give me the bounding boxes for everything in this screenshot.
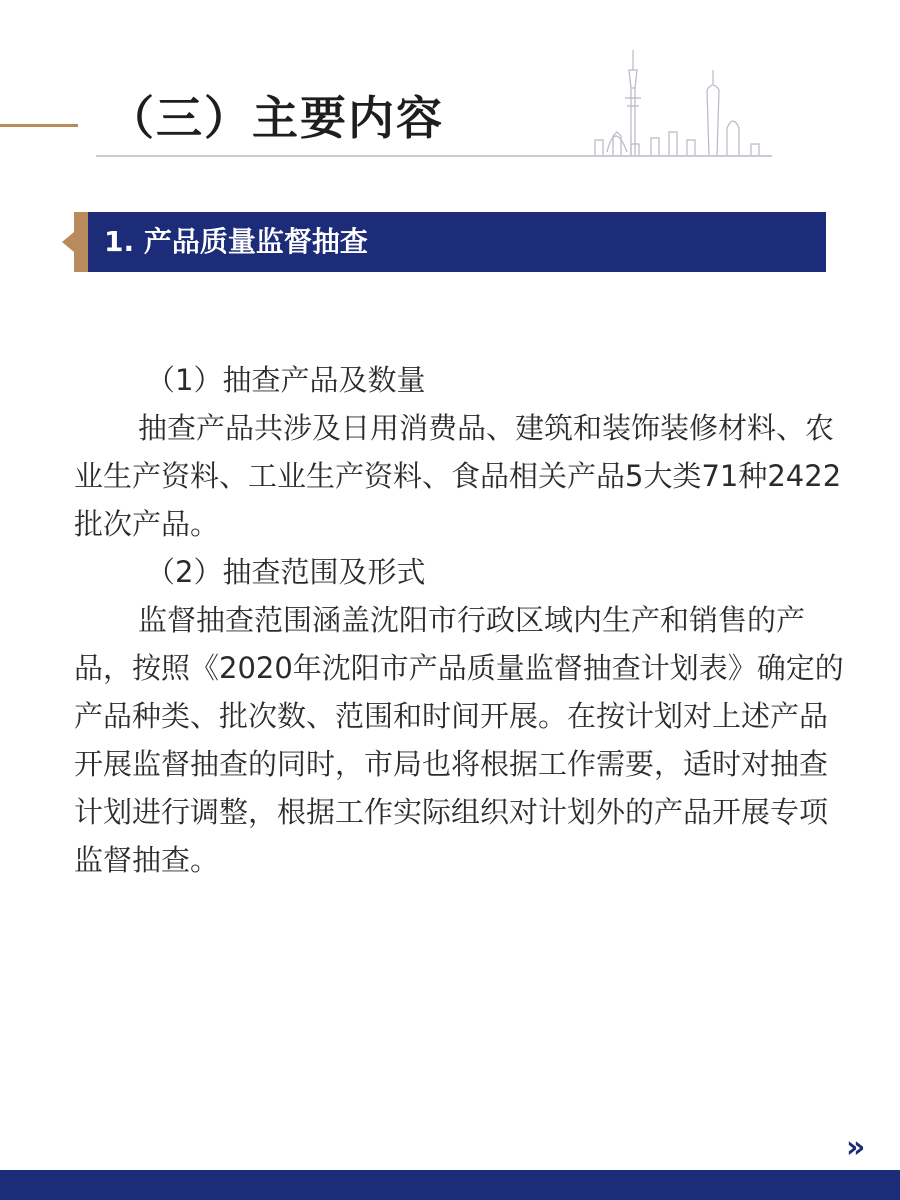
page-title: （三）主要内容 xyxy=(108,91,444,145)
header-accent-line xyxy=(0,124,78,127)
footer-bar xyxy=(0,1170,900,1200)
city-skyline-icon xyxy=(555,40,775,160)
header-divider xyxy=(96,155,772,157)
section-title: 1. 产品质量监督抽查 xyxy=(104,225,368,258)
double-chevron-right-icon[interactable]: » xyxy=(846,1130,860,1165)
subsection-heading-2: （2）抽查范围及形式 xyxy=(146,555,426,589)
subsection-body-1: 抽查产品共涉及日用消费品、建筑和装饰装修材料、农业生产资料、工业生产资料、食品相关产品5大类71种2422批次产品。 xyxy=(74,411,842,541)
subsection-body-2: 监督抽查范围涵盖沈阳市行政区域内生产和销售的产品，按照《2020年沈阳市产品质量监督抽查计划表》确定的产品种类、批次数、范围和时间开展。在按计划对上述产品开展监督抽查的同时，市局也将根据工作需要，适时对抽查计划进行调整，根据工作实际组织对计划外的产品开展专项监督抽查。 xyxy=(74,603,844,877)
main-content xyxy=(74,356,844,884)
section-banner xyxy=(74,212,826,272)
subsection-heading-1: （1）抽查产品及数量 xyxy=(146,363,426,397)
section-banner-tab xyxy=(74,212,88,272)
